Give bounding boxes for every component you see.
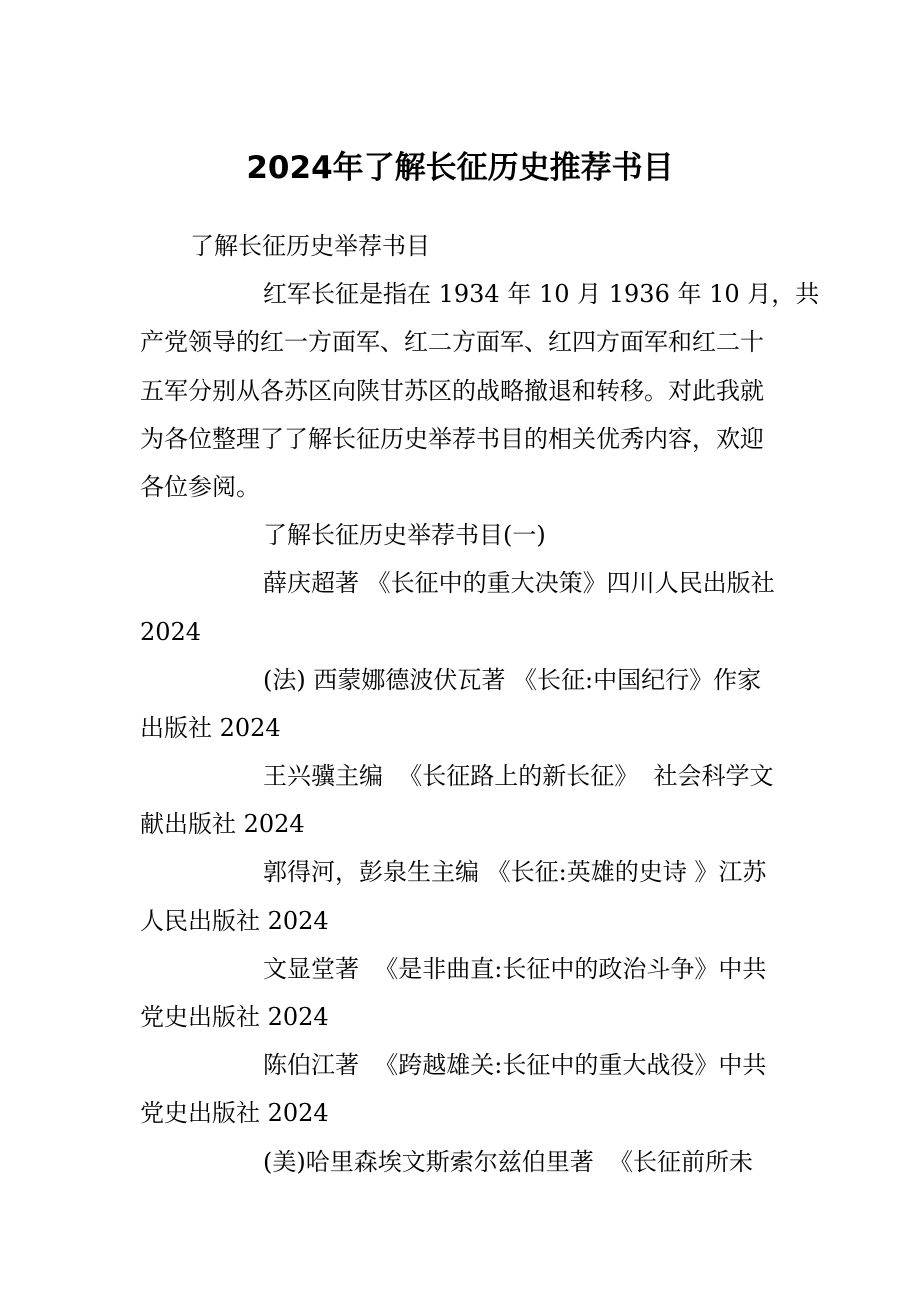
text-line: 2024 bbox=[140, 617, 202, 646]
text-line: 了解长征历史举荐书目(一) bbox=[263, 521, 546, 550]
text-line: 五军分别从各苏区向陕甘苏区的战略撤退和转移。对此我就 bbox=[140, 376, 764, 405]
text-line: 文显堂著 《是非曲直:长征中的政治斗争》中共 bbox=[263, 954, 767, 983]
text-line: 人民出版社 2024 bbox=[140, 906, 329, 935]
text-line: 为各位整理了了解长征历史举荐书目的相关优秀内容，欢迎 bbox=[140, 424, 764, 453]
document-body bbox=[140, 222, 820, 1186]
document-title: 2024年了解长征历史推荐书目 bbox=[246, 150, 674, 186]
text-line: (美)哈里森埃文斯索尔兹伯里著 《长征前所未 bbox=[263, 1147, 753, 1176]
text-line: 产党领导的红一方面军、红二方面军、红四方面军和红二十 bbox=[140, 328, 764, 357]
text-line: 王兴骥主编 《长征路上的新长征》 社会科学文 bbox=[263, 762, 774, 791]
text-line: 党史出版社 2024 bbox=[140, 1003, 329, 1031]
text-line: 红军长征是指在 1934 年 10 月 1936 年 10 月，共 bbox=[263, 280, 820, 309]
text-line: 献出版社 2024 bbox=[140, 810, 305, 839]
text-line: 郭得河，彭泉生主编 《长征:英雄的史诗 》江苏 bbox=[263, 858, 767, 887]
text-line: 了解长征历史举荐书目 bbox=[190, 232, 430, 260]
text-line: 出版社 2024 bbox=[140, 713, 281, 742]
text-line: 各位参阅。 bbox=[140, 472, 260, 501]
text-line: 陈伯江著 《跨越雄关:长征中的重大战役》中共 bbox=[263, 1051, 767, 1080]
text-line: (法) 西蒙娜德波伏瓦著 《长征:中国纪行》作家 bbox=[263, 665, 762, 694]
text-line: 薛庆超著 《长征中的重大决策》四川人民出版社 bbox=[263, 569, 775, 598]
text-line: 党史出版社 2024 bbox=[140, 1099, 329, 1128]
